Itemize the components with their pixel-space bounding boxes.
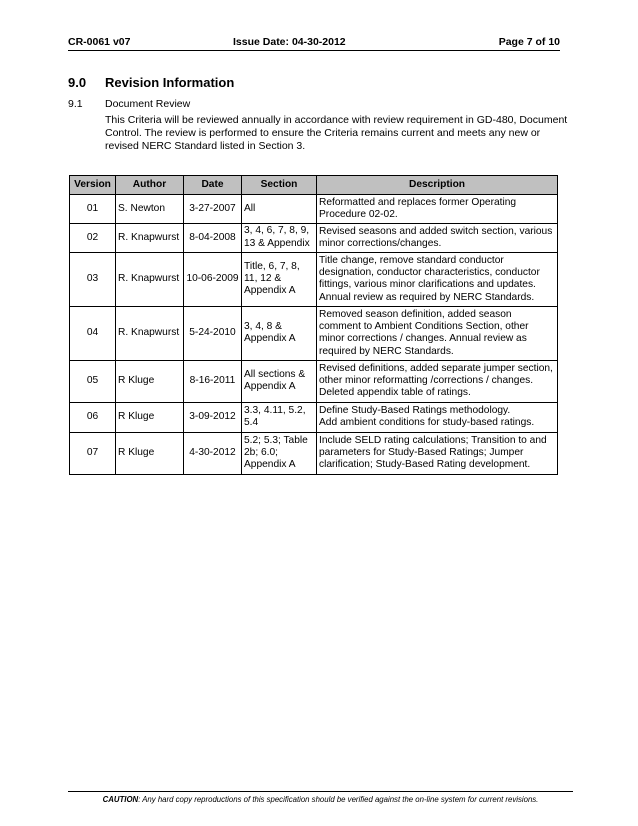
cell-section: All sections & Appendix A [242, 360, 317, 402]
cell-description: Revised seasons and added switch section, various minor corrections/changes. [317, 223, 558, 252]
page-number: Page 7 of 10 [498, 36, 560, 48]
header-version: Version [70, 176, 116, 195]
caution-label: CAUTION [102, 795, 139, 804]
cell-date: 3-27-2007 [184, 195, 242, 224]
issue-date: Issue Date: 04-30-2012 [233, 36, 346, 48]
cell-section: 3, 4, 8 & Appendix A [242, 306, 317, 360]
table-row [70, 360, 558, 402]
subsection-title: Document Review [105, 98, 191, 110]
cell-description: Reformatted and replaces former Operating Procedure 02-02. [317, 195, 558, 224]
table-row [70, 402, 558, 432]
cell-section: 5.2; 5.3; Table 2b; 6.0; Appendix A [242, 432, 317, 474]
header-author: Author [116, 176, 184, 195]
cell-author: R Kluge [116, 432, 184, 474]
table-row [70, 306, 558, 360]
cell-version: 02 [70, 223, 116, 252]
section-title: Revision Information [105, 75, 235, 90]
table-row [70, 223, 558, 252]
cell-description: Title change, remove standard conductor designation, conductor characteristics, conductor fittings, various minor clarifications and updates. Annual review as required by NERC Standards. [317, 252, 558, 306]
cell-version: 05 [70, 360, 116, 402]
table-row [70, 432, 558, 474]
revision-table [69, 175, 558, 475]
footer-divider [68, 791, 573, 792]
cell-description: Include SELD rating calculations; Transition to and parameters for Study-Based Ratings; Jumper clarification; Study-Based Rating development. [317, 432, 558, 474]
cell-author: S. Newton [116, 195, 184, 224]
header-date: Date [184, 176, 242, 195]
cell-date: 3-09-2012 [184, 402, 242, 432]
table-row [70, 252, 558, 306]
cell-author: R. Knapwurst [116, 223, 184, 252]
cell-description: Define Study-Based Ratings methodology. Add ambient conditions for study-based ratings. [317, 402, 558, 432]
cell-date: 4-30-2012 [184, 432, 242, 474]
cell-section: All [242, 195, 317, 224]
cell-section: Title, 6, 7, 8, 11, 12 & Appendix A [242, 252, 317, 306]
cell-version: 06 [70, 402, 116, 432]
section-number: 9.0 [68, 75, 87, 90]
cell-date: 8-04-2008 [184, 223, 242, 252]
cell-section: 3, 4, 6, 7, 8, 9, 13 & Appendix [242, 223, 317, 252]
cell-author: R Kluge [116, 402, 184, 432]
caution-text: : Any hard copy reproductions of this specification should be verified against the on-line system for current revisions. [138, 795, 539, 804]
cell-description: Revised definitions, added separate jumper section, other minor reformatting /corrections / changes. Deleted appendix table of ratings. [317, 360, 558, 402]
cell-version: 07 [70, 432, 116, 474]
cell-author: R. Knapwurst [116, 306, 184, 360]
cell-author: R. Knapwurst [116, 252, 184, 306]
page-header [68, 34, 560, 51]
header-section: Section [242, 176, 317, 195]
document-id: CR-0061 v07 [68, 36, 131, 48]
cell-version: 04 [70, 306, 116, 360]
cell-version: 03 [70, 252, 116, 306]
cell-description: Removed season definition, added season comment to Ambient Conditions Section, other minor corrections / changes. Annual review as required by NERC Standards. [317, 306, 558, 360]
cell-date: 5-24-2010 [184, 306, 242, 360]
table-row [70, 195, 558, 224]
header-description: Description [317, 176, 558, 195]
caution-footer [68, 795, 573, 804]
cell-section: 3.3, 4.11, 5.2, 5.4 [242, 402, 317, 432]
cell-date: 10-06-2009 [184, 252, 242, 306]
cell-author: R Kluge [116, 360, 184, 402]
table-header-row [70, 176, 558, 195]
cell-date: 8-16-2011 [184, 360, 242, 402]
subsection-number: 9.1 [68, 98, 83, 110]
cell-version: 01 [70, 195, 116, 224]
review-paragraph: This Criteria will be reviewed annually in accordance with review requirement in GD-480, Document Control. The review is performed to ensure the Criteria remains current and meets any new or revised NERC Standard listed in Section 3. [105, 114, 568, 152]
